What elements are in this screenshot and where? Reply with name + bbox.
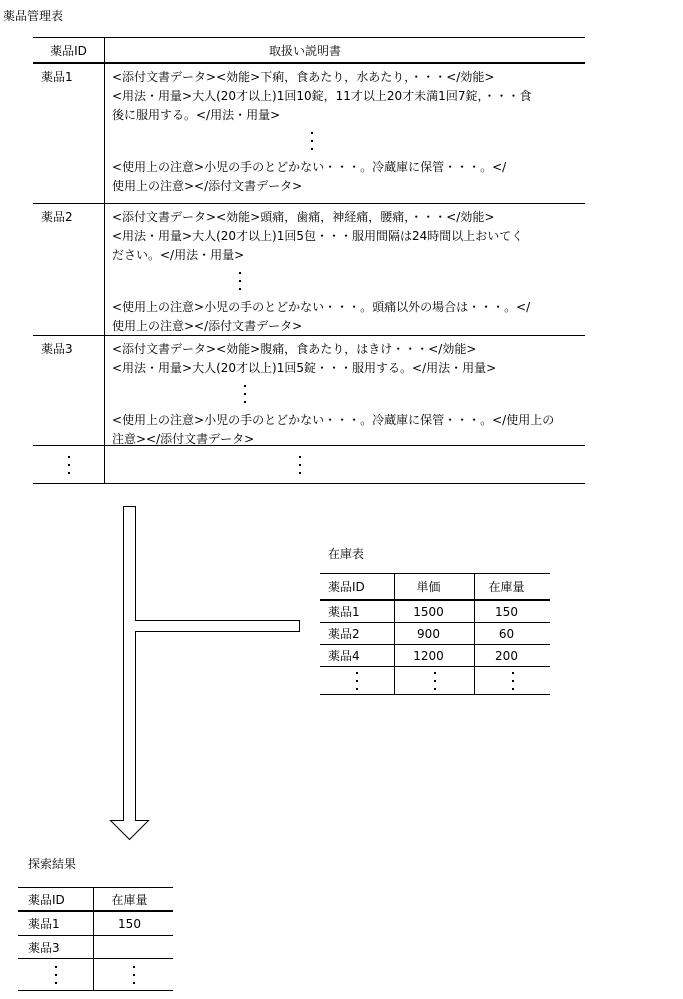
spec-line: <用法・用量>大人(20才以上)1回5包・・・服用間隔は24時間以上おいてく bbox=[112, 229, 524, 243]
spec-line: 使用上の注意></添付文書データ> bbox=[112, 319, 303, 333]
down-arrow-with-branch-icon bbox=[111, 507, 300, 840]
cell-drug-id: 薬品1 bbox=[33, 64, 105, 203]
cell-drug-id: 薬品2 bbox=[320, 623, 395, 644]
cell-ellipsis bbox=[320, 667, 395, 694]
table-header-row bbox=[320, 574, 550, 601]
cell-unit-price: 1500 bbox=[395, 601, 475, 622]
cell-ellipsis bbox=[94, 959, 173, 990]
table-row-drug2 bbox=[33, 204, 585, 336]
vertical-ellipsis bbox=[434, 669, 436, 693]
header-drug-id: 薬品ID bbox=[320, 574, 395, 599]
cell-drug-id: 薬品1 bbox=[18, 912, 94, 935]
spec-line: 使用上の注意></添付文書データ> bbox=[112, 179, 303, 193]
table-row-drug3 bbox=[33, 336, 585, 446]
spec-line: <用法・用量>大人(20才以上)1回10錠，11才以上20才未満1回7錠，・・・食 bbox=[112, 89, 532, 103]
table-row bbox=[18, 936, 173, 959]
spec-line: ださい。</用法・用量> bbox=[112, 248, 245, 262]
cell-drug-id: 薬品4 bbox=[320, 645, 395, 666]
vertical-ellipsis bbox=[311, 129, 581, 153]
spec-line: <使用上の注意>小児の手のとどかない・・・。頭痛以外の場合は・・・。</ bbox=[112, 300, 531, 314]
cell-unit-price: 900 bbox=[395, 623, 475, 644]
vertical-ellipsis bbox=[512, 669, 514, 693]
vertical-ellipsis bbox=[55, 963, 57, 987]
cell-drug-id: 薬品1 bbox=[320, 601, 395, 622]
table-row bbox=[320, 623, 550, 645]
cell-ellipsis bbox=[475, 667, 550, 694]
table-row-ellipsis bbox=[18, 959, 173, 991]
cell-ellipsis bbox=[105, 446, 585, 483]
header-unit-price: 単価 bbox=[395, 574, 475, 599]
vertical-ellipsis bbox=[244, 382, 581, 406]
cell-drug-id: 薬品3 bbox=[18, 936, 94, 958]
spec-line: <添付文書データ><効能>腹痛，食あたり，はきけ・・・</効能> bbox=[112, 342, 477, 356]
header-manual: 取扱い説明書 bbox=[268, 43, 341, 58]
cell-ellipsis bbox=[18, 959, 94, 990]
table-row-ellipsis bbox=[33, 446, 585, 484]
table-row bbox=[18, 912, 173, 936]
spec-line: <使用上の注意>小児の手のとどかない・・・。冷蔵庫に保管・・・。</使用上の bbox=[112, 413, 555, 427]
table-header-row bbox=[33, 38, 585, 64]
drug-management-table bbox=[33, 37, 585, 484]
table-row bbox=[320, 645, 550, 667]
stock-table-title: 在庫表 bbox=[328, 547, 365, 561]
cell-manual-text bbox=[105, 336, 585, 445]
cell-stock-qty bbox=[94, 936, 173, 958]
header-stock-qty: 在庫量 bbox=[488, 580, 525, 594]
cell-stock-qty: 200 bbox=[495, 648, 518, 663]
cell-manual-text bbox=[105, 64, 585, 203]
spec-line: 後に服用する。</用法・用量> bbox=[112, 108, 281, 122]
stock-table bbox=[320, 573, 550, 695]
cell-stock-qty: 150 bbox=[118, 916, 141, 931]
table-header-row bbox=[18, 888, 173, 912]
page-title: 薬品管理表 bbox=[3, 9, 64, 23]
cell-stock-qty: 150 bbox=[495, 604, 518, 619]
vertical-ellipsis bbox=[356, 669, 358, 693]
header-drug-id: 薬品ID bbox=[33, 38, 105, 62]
spec-line: <使用上の注意>小児の手のとどかない・・・。冷蔵庫に保管・・・。</ bbox=[112, 160, 507, 174]
vertical-ellipsis bbox=[299, 453, 301, 477]
cell-stock-qty: 60 bbox=[498, 626, 515, 641]
spec-line: <添付文書データ><効能>下痢，食あたり，水あたり，・・・</効能> bbox=[112, 70, 495, 84]
table-row-ellipsis bbox=[320, 667, 550, 695]
vertical-ellipsis bbox=[239, 269, 581, 293]
cell-unit-price: 1200 bbox=[395, 645, 475, 666]
spec-line: 注意></添付文書データ> bbox=[112, 432, 255, 446]
cell-drug-id: 薬品2 bbox=[33, 204, 105, 335]
cell-manual-text bbox=[105, 204, 585, 335]
cell-drug-id: 薬品3 bbox=[33, 336, 105, 445]
cell-ellipsis bbox=[33, 446, 105, 483]
spec-line: <用法・用量>大人(20才以上)1回5錠・・・服用する。</用法・用量> bbox=[112, 361, 497, 375]
search-result-table bbox=[18, 887, 173, 991]
table-row bbox=[320, 601, 550, 623]
result-table-title: 探索結果 bbox=[28, 857, 77, 871]
table-row-drug1 bbox=[33, 64, 585, 204]
vertical-ellipsis bbox=[133, 963, 135, 987]
header-stock-qty: 在庫量 bbox=[111, 892, 148, 907]
spec-line: <添付文書データ><効能>頭痛，歯痛，神経痛，腰痛，・・・</効能> bbox=[112, 210, 495, 224]
cell-ellipsis bbox=[395, 667, 475, 694]
vertical-ellipsis bbox=[68, 453, 70, 477]
header-drug-id: 薬品ID bbox=[18, 888, 94, 910]
